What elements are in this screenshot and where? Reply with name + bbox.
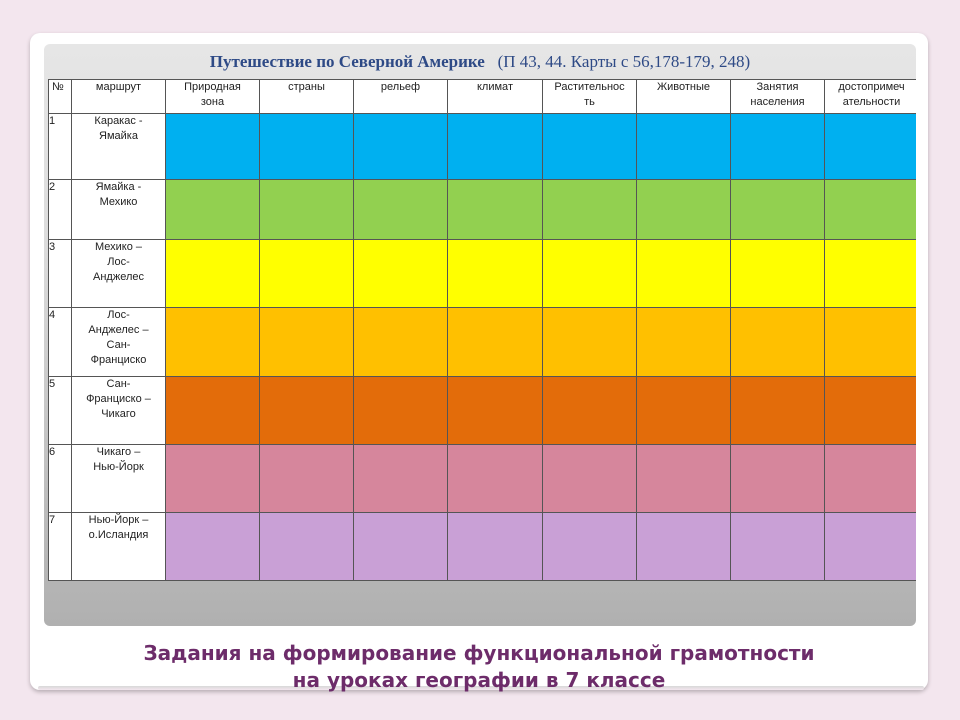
empty-answer-cell[interactable] [448,445,543,513]
empty-answer-cell[interactable] [543,513,637,581]
empty-answer-cell[interactable] [354,308,448,377]
slide-title-ref: (П 43, 44. Карты с 56,178-179, 248) [497,52,751,71]
empty-answer-cell[interactable] [825,180,917,240]
empty-answer-cell[interactable] [166,513,260,581]
empty-answer-cell[interactable] [260,240,354,308]
row-number: 1 [49,114,72,180]
column-header: страны [260,80,354,114]
empty-answer-cell[interactable] [260,308,354,377]
caption-line-1: Задания на формирование функциональной грамотности [143,641,815,665]
empty-answer-cell[interactable] [731,114,825,180]
empty-answer-cell[interactable] [731,513,825,581]
empty-answer-cell[interactable] [731,308,825,377]
empty-answer-cell[interactable] [260,114,354,180]
empty-answer-cell[interactable] [637,445,731,513]
column-header: климат [448,80,543,114]
empty-answer-cell[interactable] [166,445,260,513]
empty-answer-cell[interactable] [260,513,354,581]
route-cell: Сан- Франциско – Чикаго [72,377,166,445]
column-header: Занятия населения [731,80,825,114]
table-row [49,114,917,180]
route-cell: Чикаго – Нью-Йорк [72,445,166,513]
empty-answer-cell[interactable] [731,377,825,445]
empty-answer-cell[interactable] [543,445,637,513]
slide-title [44,50,916,74]
empty-answer-cell[interactable] [448,240,543,308]
row-number: 5 [49,377,72,445]
empty-answer-cell[interactable] [448,180,543,240]
column-header: Животные [637,80,731,114]
empty-answer-cell[interactable] [637,114,731,180]
empty-answer-cell[interactable] [448,377,543,445]
table-row [49,240,917,308]
empty-answer-cell[interactable] [637,377,731,445]
empty-answer-cell[interactable] [731,240,825,308]
empty-answer-cell[interactable] [354,240,448,308]
column-header: № [49,80,72,114]
empty-answer-cell[interactable] [543,240,637,308]
empty-answer-cell[interactable] [731,445,825,513]
empty-answer-cell[interactable] [448,513,543,581]
table-row [49,445,917,513]
empty-answer-cell[interactable] [166,240,260,308]
empty-answer-cell[interactable] [731,180,825,240]
empty-answer-cell[interactable] [825,513,917,581]
empty-answer-cell[interactable] [637,513,731,581]
table-header-row [49,80,917,114]
route-cell: Нью-Йорк – о.Исландия [72,513,166,581]
empty-answer-cell[interactable] [825,308,917,377]
empty-answer-cell[interactable] [166,180,260,240]
empty-answer-cell[interactable] [637,308,731,377]
column-header: рельеф [354,80,448,114]
row-number: 2 [49,180,72,240]
page-caption [30,640,928,694]
route-table [48,79,916,581]
empty-answer-cell[interactable] [166,377,260,445]
route-cell: Мехико – Лос- Анджелес [72,240,166,308]
route-cell: Каракас - Ямайка [72,114,166,180]
table-row [49,180,917,240]
row-number: 6 [49,445,72,513]
route-cell: Лос- Анджелес – Сан- Франциско [72,308,166,377]
empty-answer-cell[interactable] [543,308,637,377]
empty-answer-cell[interactable] [448,308,543,377]
empty-answer-cell[interactable] [825,445,917,513]
empty-answer-cell[interactable] [543,377,637,445]
table-row [49,308,917,377]
empty-answer-cell[interactable] [166,114,260,180]
empty-answer-cell[interactable] [354,377,448,445]
empty-answer-cell[interactable] [354,114,448,180]
empty-answer-cell[interactable] [354,513,448,581]
empty-answer-cell[interactable] [637,240,731,308]
empty-answer-cell[interactable] [543,180,637,240]
empty-answer-cell[interactable] [448,114,543,180]
empty-answer-cell[interactable] [260,180,354,240]
column-header: достопримеч ательности [825,80,917,114]
empty-answer-cell[interactable] [260,377,354,445]
empty-answer-cell[interactable] [825,114,917,180]
empty-answer-cell[interactable] [260,445,354,513]
empty-answer-cell[interactable] [825,377,917,445]
table-row [49,377,917,445]
empty-answer-cell[interactable] [354,445,448,513]
column-header: Растительнос ть [543,80,637,114]
empty-answer-cell[interactable] [543,114,637,180]
empty-answer-cell[interactable] [825,240,917,308]
route-cell: Ямайка - Мехико [72,180,166,240]
table-row [49,513,917,581]
empty-answer-cell[interactable] [637,180,731,240]
row-number: 4 [49,308,72,377]
column-header: Природная зона [166,80,260,114]
table-body [49,114,917,581]
caption-line-2: на уроках географии в 7 классе [292,668,666,692]
empty-answer-cell[interactable] [354,180,448,240]
column-header: маршрут [72,80,166,114]
slide-title-main: Путешествие по Северной Америке [209,52,485,71]
empty-answer-cell[interactable] [166,308,260,377]
row-number: 7 [49,513,72,581]
row-number: 3 [49,240,72,308]
slide-image [44,44,916,626]
